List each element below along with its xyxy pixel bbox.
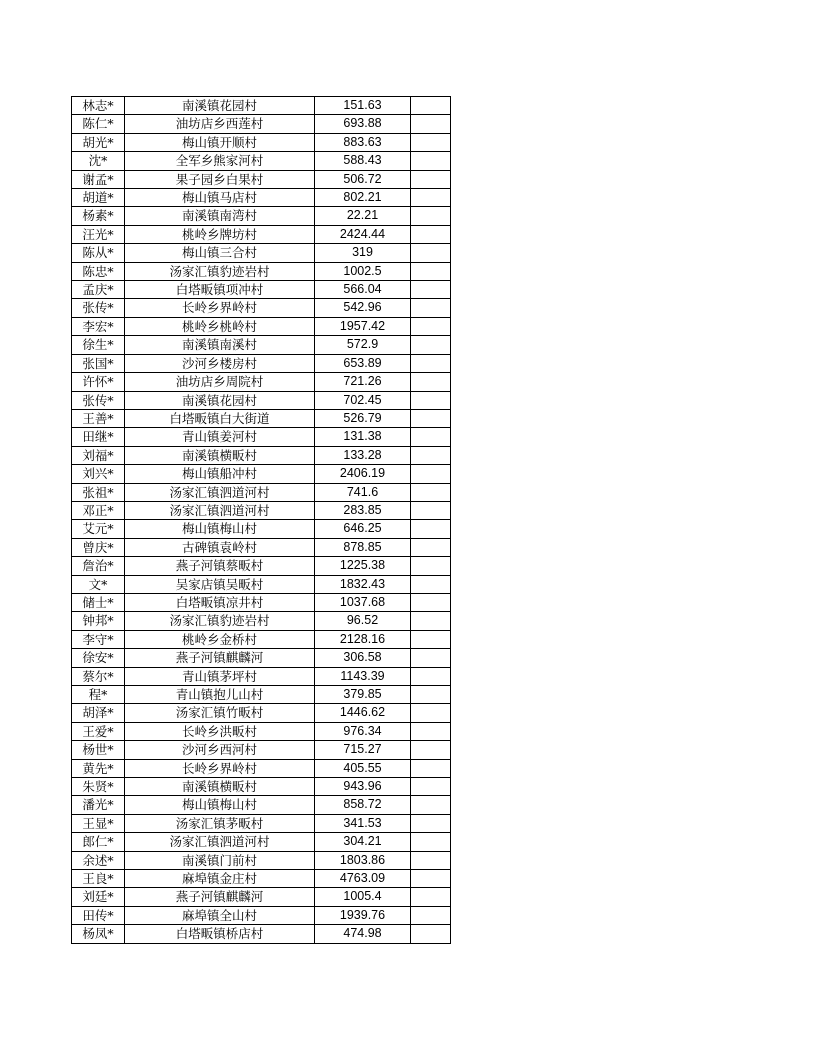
name-cell: 蔡尔* [72, 667, 125, 685]
address-cell: 梅山镇梅山村 [125, 520, 315, 538]
table-row [72, 152, 451, 170]
amount-cell: 131.38 [315, 428, 411, 446]
address-cell: 白塔畈镇项冲村 [125, 281, 315, 299]
amount-cell: 653.89 [315, 354, 411, 372]
note-cell [411, 870, 451, 888]
note-cell [411, 225, 451, 243]
table-row [72, 722, 451, 740]
name-cell: 陈从* [72, 244, 125, 262]
table-row [72, 906, 451, 924]
table-row [72, 851, 451, 869]
amount-cell: 474.98 [315, 925, 411, 943]
address-cell: 梅山镇梅山村 [125, 796, 315, 814]
table-row [72, 354, 451, 372]
amount-cell: 2424.44 [315, 225, 411, 243]
table-row [72, 833, 451, 851]
name-cell: 张传* [72, 299, 125, 317]
address-cell: 南溪镇花园村 [125, 97, 315, 115]
amount-cell: 702.45 [315, 391, 411, 409]
address-cell: 白塔畈镇凉井村 [125, 593, 315, 611]
name-cell: 李宏* [72, 317, 125, 335]
address-cell: 油坊店乡周院村 [125, 373, 315, 391]
table-row [72, 814, 451, 832]
table-row [72, 925, 451, 943]
address-cell: 南溪镇南溪村 [125, 336, 315, 354]
name-cell: 王良* [72, 870, 125, 888]
name-cell: 李守* [72, 630, 125, 648]
amount-cell: 526.79 [315, 409, 411, 427]
amount-cell: 2406.19 [315, 465, 411, 483]
note-cell [411, 520, 451, 538]
name-cell: 詹治* [72, 557, 125, 575]
address-cell: 长岭乡界岭村 [125, 759, 315, 777]
address-cell: 南溪镇横畈村 [125, 446, 315, 464]
address-cell: 梅山镇三合村 [125, 244, 315, 262]
amount-cell: 4763.09 [315, 870, 411, 888]
name-cell: 胡道* [72, 189, 125, 207]
note-cell [411, 649, 451, 667]
name-cell: 储士* [72, 593, 125, 611]
amount-cell: 379.85 [315, 686, 411, 704]
address-cell: 燕子河镇麒麟河 [125, 888, 315, 906]
name-cell: 刘福* [72, 446, 125, 464]
address-cell: 麻埠镇全山村 [125, 906, 315, 924]
table-row [72, 281, 451, 299]
address-cell: 白塔畈镇桥店村 [125, 925, 315, 943]
amount-cell: 858.72 [315, 796, 411, 814]
table-row [72, 225, 451, 243]
note-cell [411, 465, 451, 483]
address-cell: 桃岭乡金桥村 [125, 630, 315, 648]
name-cell: 张祖* [72, 483, 125, 501]
note-cell [411, 115, 451, 133]
name-cell: 杨凤* [72, 925, 125, 943]
note-cell [411, 299, 451, 317]
name-cell: 郎仁* [72, 833, 125, 851]
address-cell: 梅山镇马店村 [125, 189, 315, 207]
table-body [72, 97, 451, 944]
name-cell: 张国* [72, 354, 125, 372]
note-cell [411, 833, 451, 851]
address-cell: 南溪镇南湾村 [125, 207, 315, 225]
table-row [72, 483, 451, 501]
name-cell: 田传* [72, 906, 125, 924]
note-cell [411, 722, 451, 740]
address-cell: 白塔畈镇白大街道 [125, 409, 315, 427]
address-cell: 油坊店乡西莲村 [125, 115, 315, 133]
note-cell [411, 409, 451, 427]
amount-cell: 721.26 [315, 373, 411, 391]
table-row [72, 557, 451, 575]
table-row [72, 575, 451, 593]
address-cell: 长岭乡界岭村 [125, 299, 315, 317]
amount-cell: 1803.86 [315, 851, 411, 869]
note-cell [411, 612, 451, 630]
table-row [72, 428, 451, 446]
amount-cell: 802.21 [315, 189, 411, 207]
table-row [72, 189, 451, 207]
address-cell: 汤家汇镇竹畈村 [125, 704, 315, 722]
address-cell: 汤家汇镇泗道河村 [125, 483, 315, 501]
amount-cell: 1832.43 [315, 575, 411, 593]
table-row [72, 170, 451, 188]
name-cell: 文* [72, 575, 125, 593]
amount-cell: 741.6 [315, 483, 411, 501]
note-cell [411, 373, 451, 391]
address-cell: 桃岭乡桃岭村 [125, 317, 315, 335]
data-table [71, 96, 451, 944]
address-cell: 南溪镇横畈村 [125, 778, 315, 796]
note-cell [411, 686, 451, 704]
note-cell [411, 888, 451, 906]
amount-cell: 542.96 [315, 299, 411, 317]
note-cell [411, 575, 451, 593]
amount-cell: 693.88 [315, 115, 411, 133]
note-cell [411, 557, 451, 575]
note-cell [411, 630, 451, 648]
note-cell [411, 501, 451, 519]
address-cell: 桃岭乡牌坊村 [125, 225, 315, 243]
name-cell: 张传* [72, 391, 125, 409]
note-cell [411, 317, 451, 335]
name-cell: 余述* [72, 851, 125, 869]
table-row [72, 317, 451, 335]
note-cell [411, 704, 451, 722]
table-row [72, 501, 451, 519]
address-cell: 南溪镇门前村 [125, 851, 315, 869]
note-cell [411, 244, 451, 262]
address-cell: 沙河乡西河村 [125, 741, 315, 759]
amount-cell: 878.85 [315, 538, 411, 556]
amount-cell: 1005.4 [315, 888, 411, 906]
note-cell [411, 262, 451, 280]
note-cell [411, 446, 451, 464]
table-row [72, 686, 451, 704]
note-cell [411, 593, 451, 611]
amount-cell: 306.58 [315, 649, 411, 667]
table-row [72, 97, 451, 115]
amount-cell: 646.25 [315, 520, 411, 538]
table-row [72, 649, 451, 667]
note-cell [411, 906, 451, 924]
amount-cell: 943.96 [315, 778, 411, 796]
name-cell: 王显* [72, 814, 125, 832]
note-cell [411, 189, 451, 207]
amount-cell: 341.53 [315, 814, 411, 832]
address-cell: 果子园乡白果村 [125, 170, 315, 188]
name-cell: 林志* [72, 97, 125, 115]
address-cell: 麻埠镇金庄村 [125, 870, 315, 888]
address-cell: 汤家汇镇泗道河村 [125, 501, 315, 519]
address-cell: 全军乡熊家河村 [125, 152, 315, 170]
amount-cell: 22.21 [315, 207, 411, 225]
amount-cell: 304.21 [315, 833, 411, 851]
address-cell: 燕子河镇麒麟河 [125, 649, 315, 667]
name-cell: 陈忠* [72, 262, 125, 280]
note-cell [411, 354, 451, 372]
table-row [72, 870, 451, 888]
amount-cell: 1225.38 [315, 557, 411, 575]
table-row [72, 115, 451, 133]
note-cell [411, 667, 451, 685]
note-cell [411, 391, 451, 409]
name-cell: 刘廷* [72, 888, 125, 906]
note-cell [411, 97, 451, 115]
name-cell: 潘光* [72, 796, 125, 814]
amount-cell: 715.27 [315, 741, 411, 759]
amount-cell: 506.72 [315, 170, 411, 188]
amount-cell: 2128.16 [315, 630, 411, 648]
amount-cell: 1143.39 [315, 667, 411, 685]
name-cell: 艾元* [72, 520, 125, 538]
table-row [72, 244, 451, 262]
amount-cell: 572.9 [315, 336, 411, 354]
table-row [72, 391, 451, 409]
address-cell: 青山镇抱儿山村 [125, 686, 315, 704]
note-cell [411, 741, 451, 759]
address-cell: 沙河乡楼房村 [125, 354, 315, 372]
table-row [72, 612, 451, 630]
name-cell: 王爱* [72, 722, 125, 740]
note-cell [411, 814, 451, 832]
name-cell: 黄先* [72, 759, 125, 777]
table-row [72, 796, 451, 814]
table-row [72, 741, 451, 759]
note-cell [411, 778, 451, 796]
amount-cell: 1957.42 [315, 317, 411, 335]
name-cell: 孟庆* [72, 281, 125, 299]
name-cell: 胡泽* [72, 704, 125, 722]
address-cell: 长岭乡洪畈村 [125, 722, 315, 740]
amount-cell: 566.04 [315, 281, 411, 299]
table-row [72, 538, 451, 556]
name-cell: 程* [72, 686, 125, 704]
note-cell [411, 483, 451, 501]
name-cell: 胡光* [72, 133, 125, 151]
name-cell: 徐安* [72, 649, 125, 667]
name-cell: 徐生* [72, 336, 125, 354]
amount-cell: 976.34 [315, 722, 411, 740]
table-row [72, 262, 451, 280]
amount-cell: 883.63 [315, 133, 411, 151]
table-row [72, 133, 451, 151]
address-cell: 燕子河镇蔡畈村 [125, 557, 315, 575]
amount-cell: 319 [315, 244, 411, 262]
name-cell: 杨世* [72, 741, 125, 759]
amount-cell: 1002.5 [315, 262, 411, 280]
name-cell: 许怀* [72, 373, 125, 391]
table-row [72, 704, 451, 722]
table-row [72, 778, 451, 796]
name-cell: 沈* [72, 152, 125, 170]
name-cell: 田继* [72, 428, 125, 446]
note-cell [411, 759, 451, 777]
amount-cell: 151.63 [315, 97, 411, 115]
name-cell: 陈仁* [72, 115, 125, 133]
name-cell: 谢孟* [72, 170, 125, 188]
note-cell [411, 428, 451, 446]
address-cell: 青山镇姜河村 [125, 428, 315, 446]
amount-cell: 1446.62 [315, 704, 411, 722]
name-cell: 曾庆* [72, 538, 125, 556]
address-cell: 汤家汇镇豹迹岩村 [125, 612, 315, 630]
address-cell: 青山镇茅坪村 [125, 667, 315, 685]
address-cell: 吴家店镇吴畈村 [125, 575, 315, 593]
table-row [72, 888, 451, 906]
note-cell [411, 336, 451, 354]
table-row [72, 593, 451, 611]
note-cell [411, 851, 451, 869]
note-cell [411, 133, 451, 151]
name-cell: 邓正* [72, 501, 125, 519]
table-row [72, 336, 451, 354]
amount-cell: 133.28 [315, 446, 411, 464]
name-cell: 汪光* [72, 225, 125, 243]
name-cell: 王善* [72, 409, 125, 427]
address-cell: 梅山镇船冲村 [125, 465, 315, 483]
amount-cell: 405.55 [315, 759, 411, 777]
table-row [72, 373, 451, 391]
table-row [72, 667, 451, 685]
note-cell [411, 796, 451, 814]
table-row [72, 759, 451, 777]
address-cell: 汤家汇镇豹迹岩村 [125, 262, 315, 280]
table-row [72, 299, 451, 317]
note-cell [411, 925, 451, 943]
table-row [72, 446, 451, 464]
amount-cell: 588.43 [315, 152, 411, 170]
name-cell: 朱贤* [72, 778, 125, 796]
name-cell: 杨素* [72, 207, 125, 225]
name-cell: 钟邦* [72, 612, 125, 630]
table-row [72, 520, 451, 538]
amount-cell: 283.85 [315, 501, 411, 519]
name-cell: 刘兴* [72, 465, 125, 483]
note-cell [411, 152, 451, 170]
address-cell: 汤家汇镇泗道河村 [125, 833, 315, 851]
table-row [72, 465, 451, 483]
amount-cell: 1939.76 [315, 906, 411, 924]
amount-cell: 1037.68 [315, 593, 411, 611]
address-cell: 汤家汇镇茅畈村 [125, 814, 315, 832]
amount-cell: 96.52 [315, 612, 411, 630]
address-cell: 南溪镇花园村 [125, 391, 315, 409]
table-row [72, 409, 451, 427]
note-cell [411, 207, 451, 225]
note-cell [411, 281, 451, 299]
table-row [72, 207, 451, 225]
table-row [72, 630, 451, 648]
address-cell: 古碑镇袁岭村 [125, 538, 315, 556]
address-cell: 梅山镇开顺村 [125, 133, 315, 151]
note-cell [411, 170, 451, 188]
note-cell [411, 538, 451, 556]
